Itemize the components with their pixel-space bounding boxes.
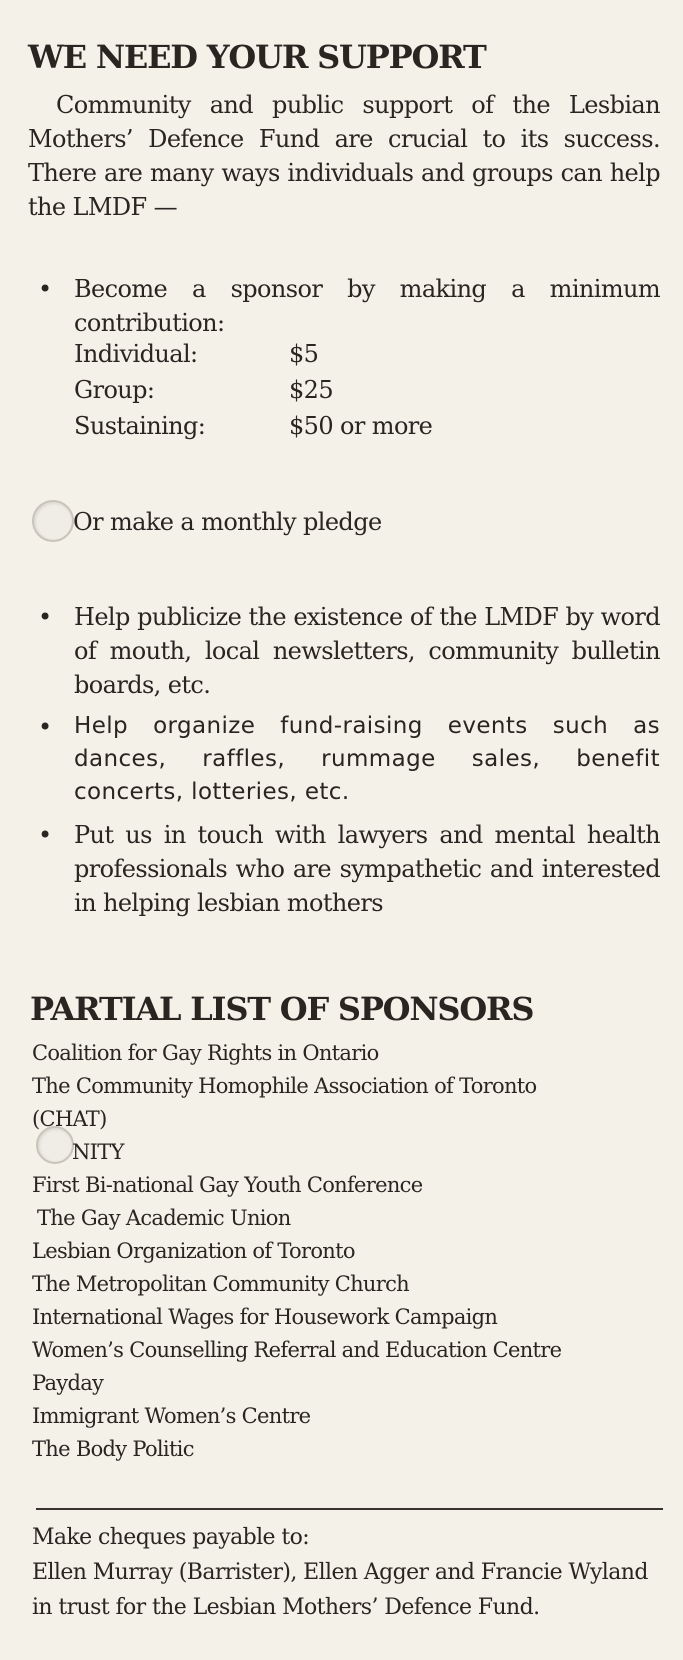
rate-row (74, 408, 432, 444)
list-item: The Community Homophile Association of Toronto (32, 1074, 537, 1098)
sponsor-bullet-text: Become a sponsor by making a minimum contribution: (74, 275, 660, 337)
bullet-icon: • (38, 713, 52, 741)
rate-amount: $50 or more (289, 412, 433, 440)
bullet-text: Put us in touch with lawyers and mental health professionals who are sympathetic and interested in helping lesbian mothers (74, 821, 660, 917)
intro-paragraph (28, 88, 660, 224)
sponsor-list (32, 1036, 662, 1465)
bullet-icon: • (38, 821, 52, 849)
rate-row (74, 372, 432, 408)
intro-text: Community and public support of the Lesbian Mothers’ Defence Fund are crucial to its success. There are many ways individuals and groups can help the LMDF — (28, 91, 660, 221)
rate-row (74, 336, 432, 372)
list-item: (CHAT) (32, 1107, 107, 1131)
list-item: The Body Politic (32, 1437, 194, 1461)
list-item: The Gay Academic Union (37, 1206, 291, 1230)
cheques-info (32, 1520, 672, 1625)
sponsors-heading: PARTIAL LIST OF SPONSORS (30, 990, 534, 1028)
rate-label: Group: (74, 376, 155, 404)
list-item: Women’s Counselling Referral and Education Centre (32, 1338, 562, 1362)
cheques-line: Ellen Murray (Barrister), Ellen Agger and Francie Wyland (32, 1560, 648, 1585)
punch-hole-icon (32, 500, 74, 542)
rate-amount: $5 (289, 340, 319, 368)
bullet-icon: • (38, 275, 52, 303)
contribution-rates (74, 336, 432, 444)
list-item-fundraising (38, 710, 660, 809)
list-item: International Wages for Housework Campaign (32, 1305, 498, 1329)
rate-label: Sustaining: (74, 412, 206, 440)
rate-label: Individual: (74, 340, 198, 368)
bullet-text: Help organize fund-raising events such as dances, raffles, rummage sales, benefit concerts, lotteries, etc. (74, 713, 660, 805)
list-item: Payday (32, 1371, 104, 1395)
list-item-lawyers (38, 818, 660, 920)
support-heading: WE NEED YOUR SUPPORT (28, 38, 486, 76)
list-item: First Bi-national Gay Youth Conference (32, 1173, 423, 1197)
bullet-icon: • (38, 603, 52, 631)
cheques-line: in trust for the Lesbian Mothers’ Defence Fund. (32, 1595, 540, 1620)
divider (36, 1508, 663, 1510)
list-item: NITY (72, 1140, 124, 1164)
rate-amount: $25 (289, 376, 334, 404)
list-item-sponsor (38, 272, 660, 340)
list-item: The Metropolitan Community Church (32, 1272, 409, 1296)
list-item-publicize (38, 600, 660, 702)
cheques-line: Make cheques payable to: (32, 1525, 310, 1550)
list-item: Lesbian Organization of Toronto (32, 1239, 355, 1263)
pledge-text: Or make a monthly pledge (73, 508, 382, 536)
bullet-text: Help publicize the existence of the LMDF by word of mouth, local newsletters, community bulletin boards, etc. (74, 603, 660, 699)
list-item: Immigrant Women’s Centre (32, 1404, 311, 1428)
list-item: Coalition for Gay Rights in Ontario (32, 1041, 379, 1065)
